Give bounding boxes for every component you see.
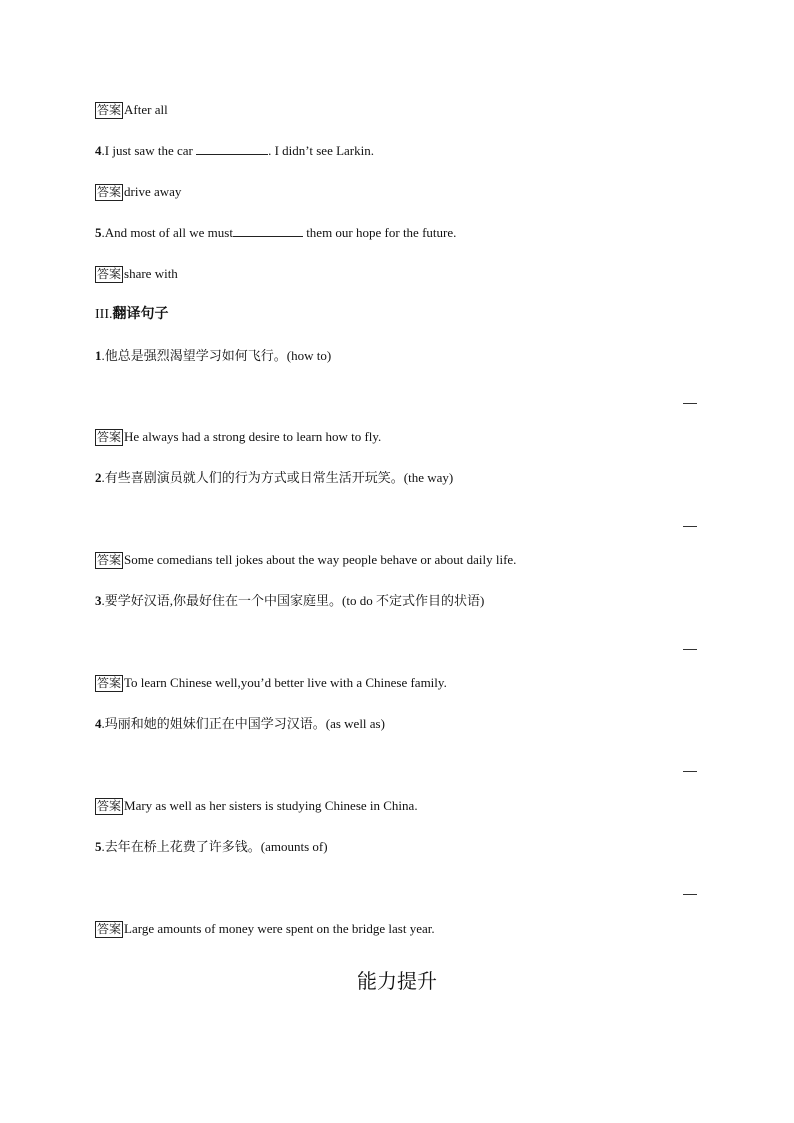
section-roman-numeral: III. bbox=[95, 307, 113, 322]
translate-prompt-5 bbox=[95, 838, 328, 856]
section-title: 能力提升 bbox=[357, 969, 437, 993]
answer-text: After all bbox=[124, 102, 168, 117]
question-5 bbox=[95, 224, 456, 242]
question-number: 1 bbox=[95, 348, 102, 363]
translate-prompt-2 bbox=[95, 469, 453, 487]
question-number: 5 bbox=[95, 839, 102, 854]
answer-label: 答案 bbox=[97, 676, 122, 690]
question-number: 2 bbox=[95, 470, 102, 485]
fill-blank bbox=[196, 142, 268, 155]
answer-text: To learn Chinese well,you’d better live with a Chinese family. bbox=[124, 675, 447, 690]
translate-answer-1 bbox=[95, 428, 381, 446]
prompt-text: .有些喜剧演员就人们的行为方式或日常生活开玩笑。(the way) bbox=[101, 470, 454, 485]
translate-prompt-4 bbox=[95, 715, 385, 733]
answer-line-5 bbox=[95, 265, 178, 283]
translate-answer-2 bbox=[95, 551, 516, 569]
translate-answer-4 bbox=[95, 797, 418, 815]
question-text-before: .And most of all we must bbox=[101, 225, 233, 240]
prompt-text: .他总是强烈渴望学习如何飞行。(how to) bbox=[101, 348, 332, 363]
answer-text: He always had a strong desire to learn how to fly. bbox=[124, 429, 382, 444]
answer-dash bbox=[683, 771, 697, 772]
answer-dash bbox=[683, 894, 697, 895]
question-text-before: .I just saw the car bbox=[101, 143, 197, 158]
answer-text: Some comedians tell jokes about the way people behave or about daily life. bbox=[124, 552, 517, 567]
answer-label: 答案 bbox=[97, 185, 122, 199]
answer-label: 答案 bbox=[97, 103, 122, 117]
question-text-after: them our hope for the future. bbox=[302, 225, 457, 240]
question-text-after: . I didn’t see Larkin. bbox=[268, 143, 374, 158]
translate-prompt-3 bbox=[95, 592, 484, 610]
question-number: 4 bbox=[95, 716, 102, 731]
answer-text: drive away bbox=[124, 184, 182, 199]
answer-text: Large amounts of money were spent on the bridge last year. bbox=[124, 921, 435, 936]
fill-blank bbox=[233, 224, 303, 237]
answer-label: 答案 bbox=[97, 430, 122, 444]
prompt-text: .要学好汉语,你最好住在一个中国家庭里。(to do 不定式作目的状语) bbox=[101, 593, 485, 608]
prompt-text: .玛丽和她的姐妹们正在中国学习汉语。(as well as) bbox=[101, 716, 385, 731]
answer-dash bbox=[683, 403, 697, 404]
answer-dash bbox=[683, 526, 697, 527]
answer-label: 答案 bbox=[97, 553, 122, 567]
answer-text: share with bbox=[124, 266, 178, 281]
translate-prompt-1 bbox=[95, 347, 331, 365]
answer-dash bbox=[683, 649, 697, 650]
answer-line-4 bbox=[95, 183, 181, 201]
answer-label: 答案 bbox=[97, 799, 122, 813]
section-heading-translate bbox=[95, 305, 169, 324]
answer-label: 答案 bbox=[97, 922, 122, 936]
answer-label: 答案 bbox=[97, 267, 122, 281]
prompt-text: .去年在桥上花费了许多钱。(amounts of) bbox=[101, 839, 328, 854]
question-number: 4 bbox=[95, 143, 102, 158]
answer-text: Mary as well as her sisters is studying Chinese in China. bbox=[124, 798, 418, 813]
section-heading-text: 翻译句子 bbox=[112, 306, 169, 322]
question-4 bbox=[95, 142, 374, 160]
translate-answer-5 bbox=[95, 920, 435, 938]
question-number: 3 bbox=[95, 593, 102, 608]
answer-line-3 bbox=[95, 101, 168, 119]
question-number: 5 bbox=[95, 225, 102, 240]
translate-answer-3 bbox=[95, 674, 447, 692]
